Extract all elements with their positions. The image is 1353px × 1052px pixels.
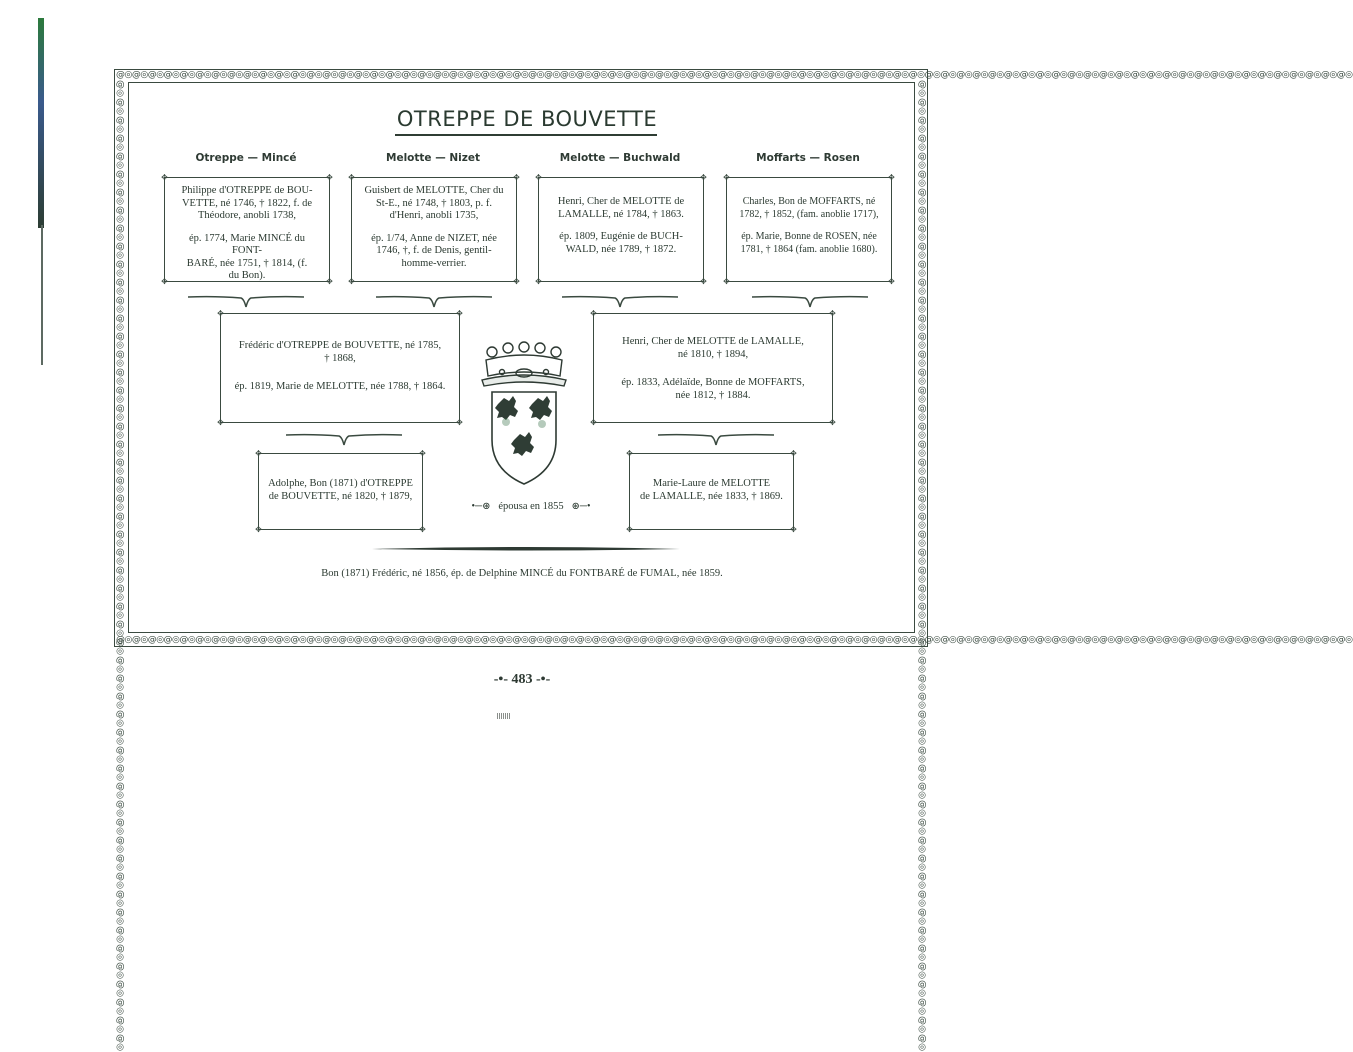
column-heading-moffarts-rosen: Moffarts — Rosen xyxy=(756,152,860,164)
brace-connector-5 xyxy=(284,430,404,450)
scan-edge-mark xyxy=(38,18,44,228)
page-number: -•- 483 -•- xyxy=(493,672,551,687)
closing-rule xyxy=(372,543,680,555)
brace-connector-2 xyxy=(374,292,494,312)
person-box-henri-lamalle: ✥ ✥ ✥ ✥ Henri, Cher de MELOTTE de LAMALLE, né 1810, † 1894, ép. 1833, Adélaïde, Bonne de MOFFARTS, née 1812, † 1884. xyxy=(590,309,836,427)
ancestor-box-philippe: ✥ ✥ ✥ ✥ Philippe d'OTREPPE de BOU- VETTE, né 1746, † 1822, f. de Théodore, anobli 1738, ép. 1774, Marie MINCÉ du FONT- BARÉ, née 1751, † 1814, (f. du Bon). xyxy=(161,173,333,286)
descendant-line: Bon (1871) Frédéric, né 1856, ép. de Delphine MINCÉ du FONTBARÉ de FUMAL, née 1859. xyxy=(321,568,723,579)
person-box-frederic: ✥ ✥ ✥ ✥ Frédéric d'OTREPPE de BOUVETTE, né 1785, † 1868, ép. 1819, Marie de MELOTTE, née 1788, † 1864. xyxy=(217,309,463,427)
brace-connector-6 xyxy=(656,430,776,450)
frame-border-right: @◎@◎@◎@◎@◎@◎@◎@◎@◎@◎@◎@◎@◎@◎@◎@◎@◎@◎@◎@◎@◎@◎@◎@◎@◎@◎@◎@◎@◎@◎@◎@◎@◎@◎@◎@◎@◎@◎@◎@◎@◎@◎@◎@◎@◎@◎@◎@◎@◎@◎@◎@◎@◎@◎ xyxy=(917,80,927,1052)
person-box-marie-laure: ✥ ✥ ✥ ✥ Marie-Laure de MELOTTE de LAMALLE, née 1833, † 1869. xyxy=(626,449,797,534)
coat-of-arms-crest xyxy=(476,340,572,490)
ancestor-box-guisbert: ✥ ✥ ✥ ✥ Guisbert de MELOTTE, Cher du St-E., né 1748, † 1803, p. f. d'Henri, anobli 1735, ép. 1/74, Anne de NIZET, née 1746, †, f. de Denis, gentil- homme-verrier. xyxy=(348,173,520,286)
scan-artifact xyxy=(497,713,511,719)
column-heading-melotte-buchwald: Melotte — Buchwald xyxy=(559,152,681,164)
frame-border-left: @◎@◎@◎@◎@◎@◎@◎@◎@◎@◎@◎@◎@◎@◎@◎@◎@◎@◎@◎@◎@◎@◎@◎@◎@◎@◎@◎@◎@◎@◎@◎@◎@◎@◎@◎@◎@◎@◎@◎@◎@◎@◎@◎@◎@◎@◎@◎@◎@◎@◎@◎@◎@◎@◎ xyxy=(115,80,125,1052)
page-number-ornament-right-icon: -•- xyxy=(536,672,551,687)
scan-edge-line xyxy=(41,225,43,365)
marriage-note: •─⊛ épousa en 1855 ⊛─• xyxy=(471,501,591,512)
column-heading-melotte-nizet: Melotte — Nizet xyxy=(386,152,480,164)
brace-connector-1 xyxy=(186,292,306,312)
ancestor-box-henri-buchwald: ✥ ✥ ✥ ✥ Henri, Cher de MELOTTE de LAMALLE, né 1784, † 1863. ép. 1809, Eugénie de BUCH- WALD, née 1789, † 1872. xyxy=(535,173,707,286)
ornament-right-icon: ⊛─• xyxy=(571,501,591,512)
column-heading-otreppe-mince: Otreppe — Mincé xyxy=(195,152,297,164)
page-number-ornament-left-icon: -•- xyxy=(493,672,508,687)
brace-connector-3 xyxy=(560,292,680,312)
person-box-adolphe: ✥ ✥ ✥ ✥ Adolphe, Bon (1871) d'OTREPPE de BOUVETTE, né 1820, † 1879, xyxy=(255,449,426,534)
frame-border-top: @◎@◎@◎@◎@◎@◎@◎@◎@◎@◎@◎@◎@◎@◎@◎@◎@◎@◎@◎@◎@◎@◎@◎@◎@◎@◎@◎@◎@◎@◎@◎@◎@◎@◎@◎@◎@◎@◎@◎@◎@◎@◎@◎@◎@◎@◎@◎@◎@◎@◎@◎@◎@◎@◎@◎@◎@◎@◎@◎@◎@◎@◎@◎@◎@◎@◎@◎@◎@◎@◎@◎@◎@◎@◎@◎@◎@◎@◎ xyxy=(116,70,1353,80)
title-underline xyxy=(395,134,657,136)
ornament-left-icon: •─⊛ xyxy=(471,501,491,512)
ancestor-box-charles: ✥ ✥ ✥ ✥ Charles, Bon de MOFFARTS, né 1782, † 1852, (fam. anoblie 1717), ép. Marie, Bonne de ROSEN, née 1781, † 1864 (fam. anoblie 1680). xyxy=(723,173,895,286)
brace-connector-4 xyxy=(750,292,870,312)
frame-border-bottom: @◎@◎@◎@◎@◎@◎@◎@◎@◎@◎@◎@◎@◎@◎@◎@◎@◎@◎@◎@◎@◎@◎@◎@◎@◎@◎@◎@◎@◎@◎@◎@◎@◎@◎@◎@◎@◎@◎@◎@◎@◎@◎@◎@◎@◎@◎@◎@◎@◎@◎@◎@◎@◎@◎@◎@◎@◎@◎@◎@◎@◎@◎@◎@◎@◎@◎@◎@◎@◎@◎@◎@◎@◎@◎@◎@◎@◎@◎ xyxy=(116,635,1353,645)
page-title: OTREPPE DE BOUVETTE xyxy=(396,107,658,131)
